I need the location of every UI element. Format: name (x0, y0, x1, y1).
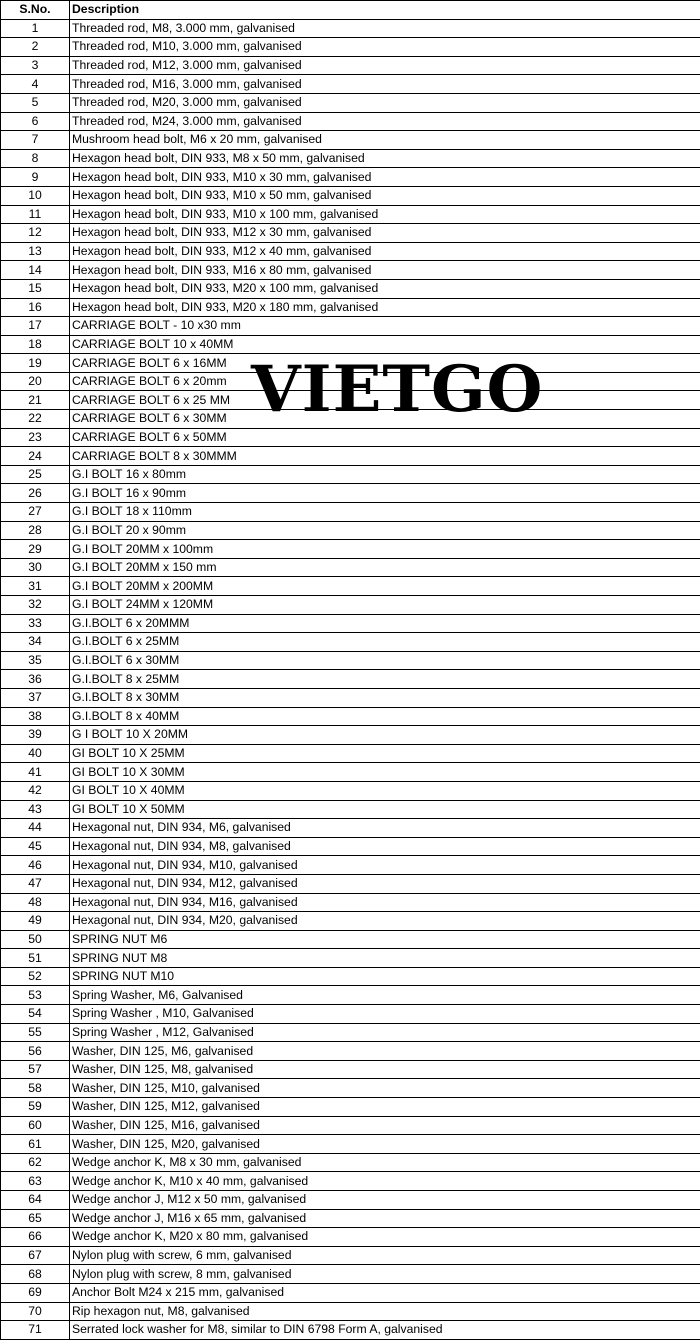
table-row (1, 930, 700, 949)
row-sno: 62 (1, 1153, 70, 1172)
table-row (1, 967, 700, 986)
row-sno: 46 (1, 856, 70, 875)
row-sno: 63 (1, 1172, 70, 1191)
row-sno: 18 (1, 335, 70, 354)
row-description: G.I BOLT 18 x 110mm (70, 503, 700, 522)
row-sno: 42 (1, 781, 70, 800)
row-description: Mushroom head bolt, M6 x 20 mm, galvanised (70, 131, 700, 150)
table-row (1, 837, 700, 856)
row-sno: 26 (1, 484, 70, 503)
vietgo-watermark: VIETGO (251, 352, 543, 428)
row-sno: 10 (1, 186, 70, 205)
row-description: Hexagon head bolt, DIN 933, M20 x 180 mm, galvanised (70, 298, 700, 317)
row-description: CARRIAGE BOLT 6 x 16MM (70, 354, 700, 373)
row-description: Washer, DIN 125, M12, galvanised (70, 1098, 700, 1117)
row-description: CARRIAGE BOLT 6 x 50MM (70, 428, 700, 447)
row-description: Wedge anchor K, M20 x 80 mm, galvanised (70, 1228, 700, 1247)
row-sno: 9 (1, 168, 70, 187)
row-description: CARRIAGE BOLT 6 x 25 MM (70, 391, 700, 410)
table-row (1, 1302, 700, 1321)
row-description: Hexagon head bolt, DIN 933, M10 x 50 mm, galvanised (70, 186, 700, 205)
row-description: G.I.BOLT 6 x 25MM (70, 633, 700, 652)
table-row (1, 707, 700, 726)
row-sno: 13 (1, 242, 70, 261)
row-sno: 54 (1, 1005, 70, 1024)
row-description: Hexagonal nut, DIN 934, M6, galvanised (70, 819, 700, 838)
row-description: Threaded rod, M24, 3.000 mm, galvanised (70, 112, 700, 131)
row-sno: 39 (1, 726, 70, 745)
row-sno: 57 (1, 1060, 70, 1079)
row-sno: 66 (1, 1228, 70, 1247)
row-description: CARRIAGE BOLT 10 x 40MM (70, 335, 700, 354)
row-description: G.I.BOLT 6 x 20MMM (70, 614, 700, 633)
row-sno: 6 (1, 112, 70, 131)
row-description: Spring Washer , M12, Galvanised (70, 1023, 700, 1042)
row-description: Washer, DIN 125, M20, galvanised (70, 1135, 700, 1154)
table-row (1, 633, 700, 652)
table-row (1, 670, 700, 689)
table-row (1, 391, 700, 410)
row-description: Threaded rod, M12, 3.000 mm, galvanised (70, 56, 700, 75)
row-description: Threaded rod, M20, 3.000 mm, galvanised (70, 93, 700, 112)
row-description: CARRIAGE BOLT - 10 x30 mm (70, 317, 700, 336)
row-description: Hexagon head bolt, DIN 933, M10 x 30 mm, galvanised (70, 168, 700, 187)
table-row (1, 1060, 700, 1079)
row-description: Hexagon head bolt, DIN 933, M10 x 100 mm, galvanised (70, 205, 700, 224)
row-sno: 17 (1, 317, 70, 336)
row-sno: 27 (1, 503, 70, 522)
row-description: Nylon plug with screw, 6 mm, galvanised (70, 1246, 700, 1265)
table-row (1, 354, 700, 373)
row-sno: 69 (1, 1283, 70, 1302)
table-row (1, 1265, 700, 1284)
row-description: Rip hexagon nut, M8, galvanised (70, 1302, 700, 1321)
table-row (1, 856, 700, 875)
row-sno: 28 (1, 521, 70, 540)
row-sno: 38 (1, 707, 70, 726)
row-description: Hexagonal nut, DIN 934, M8, galvanised (70, 837, 700, 856)
row-sno: 40 (1, 744, 70, 763)
row-description: G.I.BOLT 8 x 40MM (70, 707, 700, 726)
row-description: G I BOLT 10 X 20MM (70, 726, 700, 745)
row-sno: 64 (1, 1191, 70, 1210)
row-sno: 35 (1, 651, 70, 670)
row-sno: 11 (1, 205, 70, 224)
row-description: G.I.BOLT 8 x 30MM (70, 688, 700, 707)
row-description: Hexagonal nut, DIN 934, M16, galvanised (70, 893, 700, 912)
row-description: SPRING NUT M8 (70, 949, 700, 968)
row-sno: 8 (1, 149, 70, 168)
table-row (1, 168, 700, 187)
row-sno: 53 (1, 986, 70, 1005)
row-description: Threaded rod, M10, 3.000 mm, galvanised (70, 38, 700, 57)
row-sno: 71 (1, 1321, 70, 1340)
row-description: GI BOLT 10 X 50MM (70, 800, 700, 819)
row-sno: 49 (1, 912, 70, 931)
row-description: G.I BOLT 16 x 90mm (70, 484, 700, 503)
table-row (1, 1023, 700, 1042)
row-sno: 23 (1, 428, 70, 447)
table-row (1, 540, 700, 559)
table-row (1, 726, 700, 745)
table-row (1, 131, 700, 150)
row-sno: 47 (1, 874, 70, 893)
table-row (1, 1135, 700, 1154)
row-description: G.I BOLT 16 x 80mm (70, 465, 700, 484)
table-row (1, 819, 700, 838)
table-row (1, 1209, 700, 1228)
row-sno: 12 (1, 224, 70, 243)
row-sno: 16 (1, 298, 70, 317)
row-sno: 32 (1, 596, 70, 615)
table-row (1, 317, 700, 336)
row-sno: 58 (1, 1079, 70, 1098)
row-description: CARRIAGE BOLT 6 x 20mm (70, 372, 700, 391)
row-sno: 37 (1, 688, 70, 707)
row-sno: 70 (1, 1302, 70, 1321)
row-sno: 55 (1, 1023, 70, 1042)
row-sno: 1 (1, 19, 70, 38)
table-row (1, 75, 700, 94)
table-row (1, 521, 700, 540)
row-description: Hexagon head bolt, DIN 933, M20 x 100 mm, galvanised (70, 279, 700, 298)
table-row (1, 298, 700, 317)
row-sno: 30 (1, 558, 70, 577)
row-description: G.I BOLT 24MM x 120MM (70, 596, 700, 615)
row-sno: 19 (1, 354, 70, 373)
row-sno: 25 (1, 465, 70, 484)
table-row (1, 1191, 700, 1210)
row-description: SPRING NUT M10 (70, 967, 700, 986)
sno-header: S.No. (1, 1, 70, 20)
row-description: Wedge anchor J, M12 x 50 mm, galvanised (70, 1191, 700, 1210)
table-row (1, 93, 700, 112)
row-description: Hexagon head bolt, DIN 933, M12 x 40 mm, galvanised (70, 242, 700, 261)
table-row (1, 949, 700, 968)
table-row (1, 744, 700, 763)
row-sno: 20 (1, 372, 70, 391)
row-sno: 36 (1, 670, 70, 689)
table-row (1, 1098, 700, 1117)
table-row (1, 912, 700, 931)
table-row (1, 651, 700, 670)
table-row (1, 503, 700, 522)
row-sno: 67 (1, 1246, 70, 1265)
row-sno: 68 (1, 1265, 70, 1284)
row-sno: 29 (1, 540, 70, 559)
row-sno: 2 (1, 38, 70, 57)
row-description: Wedge anchor J, M16 x 65 mm, galvanised (70, 1209, 700, 1228)
row-description: Hexagon head bolt, DIN 933, M16 x 80 mm, galvanised (70, 261, 700, 280)
row-description: GI BOLT 10 X 40MM (70, 781, 700, 800)
table-row (1, 763, 700, 782)
table-row (1, 893, 700, 912)
table-row (1, 874, 700, 893)
row-description: Washer, DIN 125, M6, galvanised (70, 1042, 700, 1061)
table-row (1, 56, 700, 75)
row-description: Washer, DIN 125, M16, galvanised (70, 1116, 700, 1135)
row-description: Serrated lock washer for M8, similar to DIN 6798 Form A, galvanised (70, 1321, 700, 1340)
row-description: GI BOLT 10 X 30MM (70, 763, 700, 782)
table-row (1, 1153, 700, 1172)
table-row (1, 781, 700, 800)
row-sno: 61 (1, 1135, 70, 1154)
table-row (1, 242, 700, 261)
header-row (1, 1, 700, 20)
row-sno: 3 (1, 56, 70, 75)
row-description: Washer, DIN 125, M8, galvanised (70, 1060, 700, 1079)
row-sno: 24 (1, 447, 70, 466)
row-sno: 5 (1, 93, 70, 112)
table-row (1, 19, 700, 38)
table-row (1, 279, 700, 298)
table-row (1, 688, 700, 707)
table-row (1, 465, 700, 484)
table-row (1, 1042, 700, 1061)
table-row (1, 186, 700, 205)
row-description: Anchor Bolt M24 x 215 mm, galvanised (70, 1283, 700, 1302)
row-description: Washer, DIN 125, M10, galvanised (70, 1079, 700, 1098)
row-sno: 14 (1, 261, 70, 280)
table-row (1, 1321, 700, 1340)
row-description: Threaded rod, M8, 3.000 mm, galvanised (70, 19, 700, 38)
table-row (1, 558, 700, 577)
row-description: Spring Washer , M10, Galvanised (70, 1005, 700, 1024)
table-row (1, 1246, 700, 1265)
row-sno: 15 (1, 279, 70, 298)
table-row (1, 596, 700, 615)
row-sno: 43 (1, 800, 70, 819)
row-description: Hexagonal nut, DIN 934, M20, galvanised (70, 912, 700, 931)
row-description: GI BOLT 10 X 25MM (70, 744, 700, 763)
table-row (1, 1116, 700, 1135)
table-row (1, 986, 700, 1005)
row-sno: 48 (1, 893, 70, 912)
table-row (1, 577, 700, 596)
table-row (1, 261, 700, 280)
row-sno: 7 (1, 131, 70, 150)
table-row (1, 149, 700, 168)
table-row (1, 447, 700, 466)
table-row (1, 800, 700, 819)
row-description: Hexagon head bolt, DIN 933, M8 x 50 mm, galvanised (70, 149, 700, 168)
row-description: G.I.BOLT 8 x 25MM (70, 670, 700, 689)
row-description: G.I BOLT 20 x 90mm (70, 521, 700, 540)
row-description: G.I BOLT 20MM x 200MM (70, 577, 700, 596)
row-sno: 22 (1, 410, 70, 429)
row-description: Threaded rod, M16, 3.000 mm, galvanised (70, 75, 700, 94)
row-description: G.I BOLT 20MM x 100mm (70, 540, 700, 559)
row-description: G.I BOLT 20MM x 150 mm (70, 558, 700, 577)
row-sno: 4 (1, 75, 70, 94)
row-description: Hexagonal nut, DIN 934, M12, galvanised (70, 874, 700, 893)
table-row (1, 1283, 700, 1302)
row-description: Hexagonal nut, DIN 934, M10, galvanised (70, 856, 700, 875)
row-description: Spring Washer, M6, Galvanised (70, 986, 700, 1005)
row-sno: 52 (1, 967, 70, 986)
row-description: SPRING NUT M6 (70, 930, 700, 949)
row-description: Hexagon head bolt, DIN 933, M12 x 30 mm, galvanised (70, 224, 700, 243)
row-sno: 56 (1, 1042, 70, 1061)
table-row (1, 428, 700, 447)
row-description: G.I.BOLT 6 x 30MM (70, 651, 700, 670)
table-row (1, 205, 700, 224)
table-row (1, 1079, 700, 1098)
table-row (1, 410, 700, 429)
row-sno: 45 (1, 837, 70, 856)
row-sno: 44 (1, 819, 70, 838)
row-sno: 34 (1, 633, 70, 652)
row-sno: 41 (1, 763, 70, 782)
row-sno: 65 (1, 1209, 70, 1228)
table-row (1, 484, 700, 503)
row-description: Nylon plug with screw, 8 mm, galvanised (70, 1265, 700, 1284)
description-header: Description (70, 1, 700, 20)
table-row (1, 335, 700, 354)
table-row (1, 1228, 700, 1247)
row-sno: 59 (1, 1098, 70, 1117)
row-sno: 31 (1, 577, 70, 596)
row-sno: 51 (1, 949, 70, 968)
table-body (1, 19, 700, 1339)
table-row (1, 1005, 700, 1024)
row-sno: 50 (1, 930, 70, 949)
row-description: Wedge anchor K, M10 x 40 mm, galvanised (70, 1172, 700, 1191)
table-row (1, 112, 700, 131)
row-description: CARRIAGE BOLT 6 x 30MM (70, 410, 700, 429)
table-row (1, 614, 700, 633)
table-row (1, 1172, 700, 1191)
row-sno: 33 (1, 614, 70, 633)
table-row (1, 224, 700, 243)
table-row (1, 372, 700, 391)
row-description: Wedge anchor K, M8 x 30 mm, galvanised (70, 1153, 700, 1172)
row-description: CARRIAGE BOLT 8 x 30MMM (70, 447, 700, 466)
row-sno: 60 (1, 1116, 70, 1135)
row-sno: 21 (1, 391, 70, 410)
table-row (1, 38, 700, 57)
